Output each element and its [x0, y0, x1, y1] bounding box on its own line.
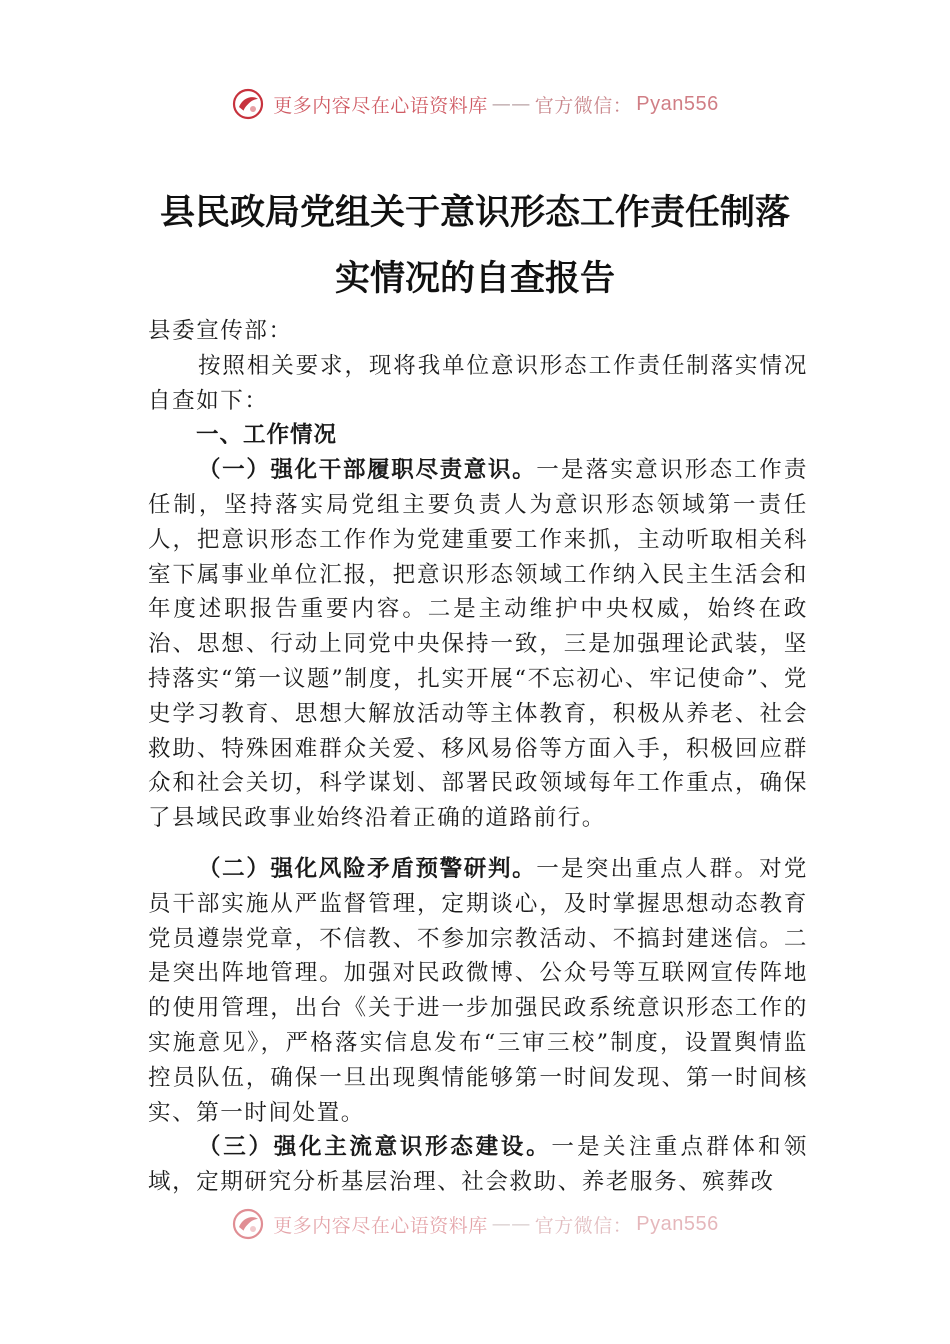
paragraph-2-body: 一是突出重点人群。对党员干部实施从严监督管理，定期谈心，及时掌握思想动态教育党员遵崇党章，不信教、不参加宗教活动、不搞封建迷信。二是突出阵地管理。加强对民政微博、公众号等互联网宣传阵地的使用管理，出台《关于进一步加强民政系统意识形态工作的实施意见》，严格落实信息发布“三审三校”制度，设置舆情监控员队伍，确保一旦出现舆情能够第一时间发现、第一时间核实、第一时间处置。	[148, 855, 808, 1126]
document-title	[140, 180, 810, 312]
watermark-wechat-id: Pyan556	[636, 1212, 719, 1235]
watermark-brand: 更多内容尽在心语资料库	[273, 94, 488, 117]
section-heading: 一、工作情况	[196, 422, 338, 449]
paragraph-1-body: 一是落实意识形态工作责任制，坚持落实局党组主要负责人为意识形态领域第一责任人，把意识形态工作作为党建重要工作来抓，主动听取相关科室下属事业单位汇报，把意识形态领域工作纳入民主生活会和年度述职报告重要内容。二是主动维护中央权威，始终在政治、思想、行动上同党中央保持一致，三是加强理论武装，坚持落实“第一议题”制度，扎实开展“不忘初心、牢记使命”、党史学习教育、思想大解放活动等主体教育，积极从养老、社会救助、特殊困难群众关爱、移风易俗等方面入手，积极回应群众和社会关切，科学谋划、部署民政领域每年工作重点，确保了县域民政事业始终沿着正确的道路前行。	[148, 457, 808, 832]
brand-logo-icon	[231, 87, 265, 121]
paragraph-1-lead: （一）强化干部履职尽责意识。	[198, 457, 537, 484]
paragraph-spacer	[148, 836, 808, 852]
paragraph-1	[148, 453, 808, 836]
watermark-label: 官方微信：	[534, 1214, 633, 1237]
watermark-header	[0, 84, 950, 124]
watermark-separator: ——	[491, 93, 531, 115]
paragraph-2-lead: （二）强化风险矛盾预警研判。	[198, 855, 537, 882]
paragraph-3-lead: （三）强化主流意识形态建设。	[198, 1134, 552, 1161]
watermark-label: 官方微信：	[534, 94, 633, 117]
watermark-footer	[0, 1204, 950, 1244]
watermark-wechat-id: Pyan556	[636, 92, 719, 115]
brand-logo-icon	[231, 1207, 265, 1241]
watermark-brand: 更多内容尽在心语资料库	[273, 1214, 488, 1237]
salutation: 县委宣传部：	[148, 318, 293, 344]
title-line-1: 县民政局党组关于意识形态工作责任制落	[159, 192, 790, 233]
intro-paragraph: 按照相关要求，现将我单位意识形态工作责任制落实情况自查如下：	[148, 352, 808, 414]
paragraph-2	[148, 852, 808, 1130]
document-body	[148, 314, 808, 1200]
title-line-2: 实情况的自查报告	[334, 258, 615, 299]
paragraph-3-body: 一是关注重点群体和领域，定期研究分析基层治理、社会救助、养老服务、殡葬改	[148, 1134, 808, 1196]
paragraph-3	[148, 1130, 808, 1200]
watermark-separator: ——	[491, 1213, 531, 1235]
